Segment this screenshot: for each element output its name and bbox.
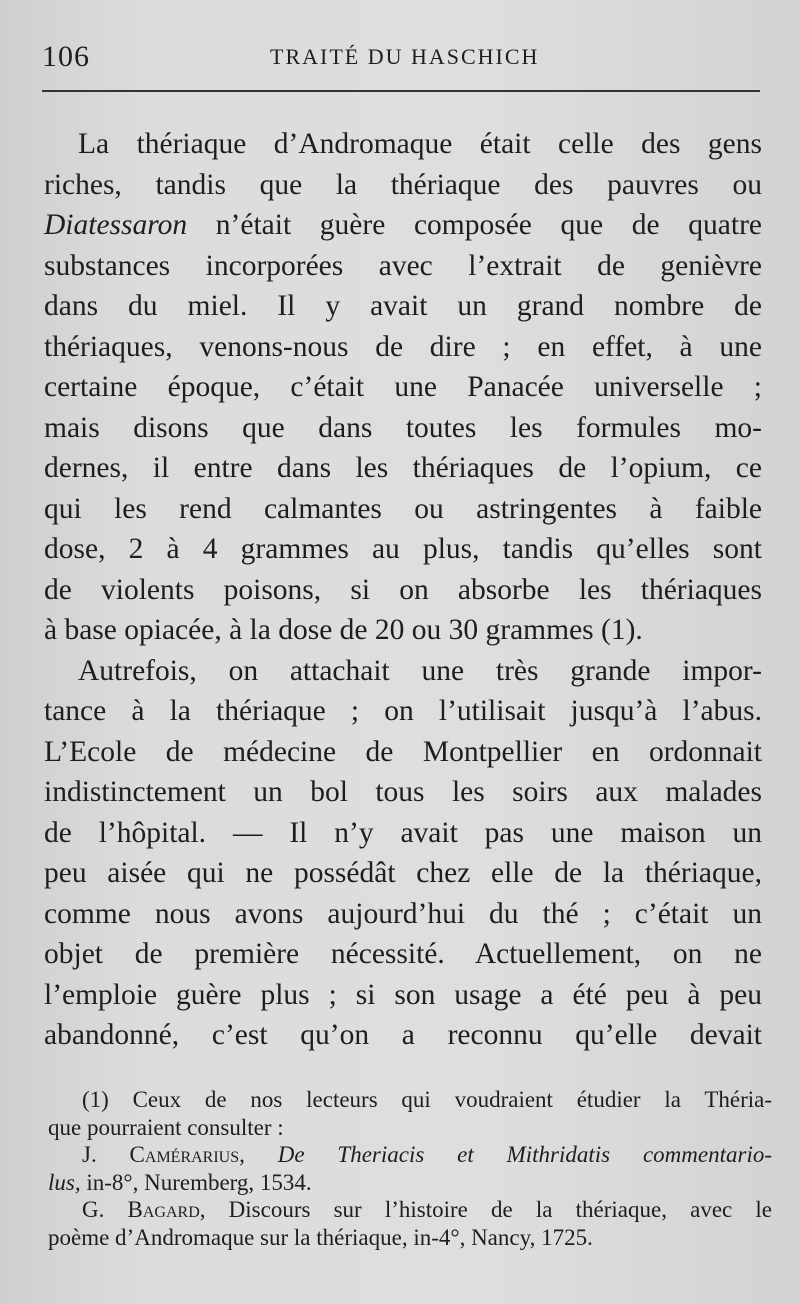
text-line: de violents poisons, si on absorbe les thériaques [44,573,762,606]
text-line: dans du miel. Il y avait un grand nombre de [44,290,762,322]
text-line: objet de première nécessité. Actuellement, on ne [44,938,762,970]
reference-title-end: lus, [48,1169,81,1195]
page-number: 106 [42,40,90,73]
text-line: comme nous avons aujourd’hui du thé ; c’était un [44,897,762,930]
text-line: mais disons que dans toutes les formules mo- [44,411,762,444]
text-line: indistinctement un bol tous les soirs aux malades [44,776,762,808]
text-line: abandonné, c’est qu’on a reconnu qu’elle devait [44,1019,762,1051]
footnote-line [48,1141,772,1169]
running-title: TRAITÉ DU HASCHICH [270,44,540,69]
header-rule [42,90,760,92]
text-line: certaine époque, c’était une Panacée universelle ; [44,371,762,403]
footnote-line: que pourraient consulter : [48,1114,284,1140]
footnote-line [48,1196,772,1224]
reference-title: Discours sur l’histoire de la thériaque, avec le [228,1197,773,1222]
reference-author: G. Bagard, [82,1197,206,1222]
text-line: Autrefois, on attachait une très grande impor- [78,654,762,687]
text-line: à base opiacée, à la dose de 20 ou 30 grammes (1). [44,614,643,646]
footnotes [48,1086,772,1251]
italic-term: Diatessaron [44,209,188,241]
text-line: dose, 2 à 4 grammes au plus, tandis qu’elles sont [44,533,762,565]
text-line: L’Ecole de médecine de Montpellier en ordonnait [44,735,762,768]
text-line: substances incorporées avec l’extrait de genièvre [44,249,762,282]
text-line: La thériaque d’Andromaque était celle des gens [78,128,762,160]
reference-details: in-8°, Nuremberg, 1534. [86,1169,312,1195]
text-line: peu aisée qui ne possédât chez elle de la thériaque, [44,857,762,889]
text-line: thériaques, venons-nous de dire ; en effet, à une [44,330,762,363]
text-line: qui les rend calmantes ou astringentes à faible [44,492,762,525]
footnote-line [48,1169,772,1197]
text-line: Diatessaron n’était guère composée que de quatre [44,209,762,241]
body-text [44,124,762,1056]
reference-title: De Theriacis et Mithridatis commentario- [277,1142,773,1167]
reference-author: J. Camérarius, [82,1142,245,1167]
text-line: de l’hôpital. — Il n’y avait pas une maison un [44,816,762,849]
text-line: tance à la thériaque ; on l’utilisait jusqu’à l’abus. [44,695,762,727]
text-line: l’emploie guère plus ; si son usage a été peu à peu [44,978,762,1011]
text-line: dernes, il entre dans les thériaques de l’opium, ce [44,452,762,484]
footnote-line: (1) Ceux de nos lecteurs qui voudraient étudier la Théria- [82,1087,772,1112]
footnote-line: poème d’Andromaque sur la thériaque, in-4°, Nancy, 1725. [48,1224,593,1250]
text-line: riches, tandis que la thériaque des pauvres ou [44,168,762,201]
